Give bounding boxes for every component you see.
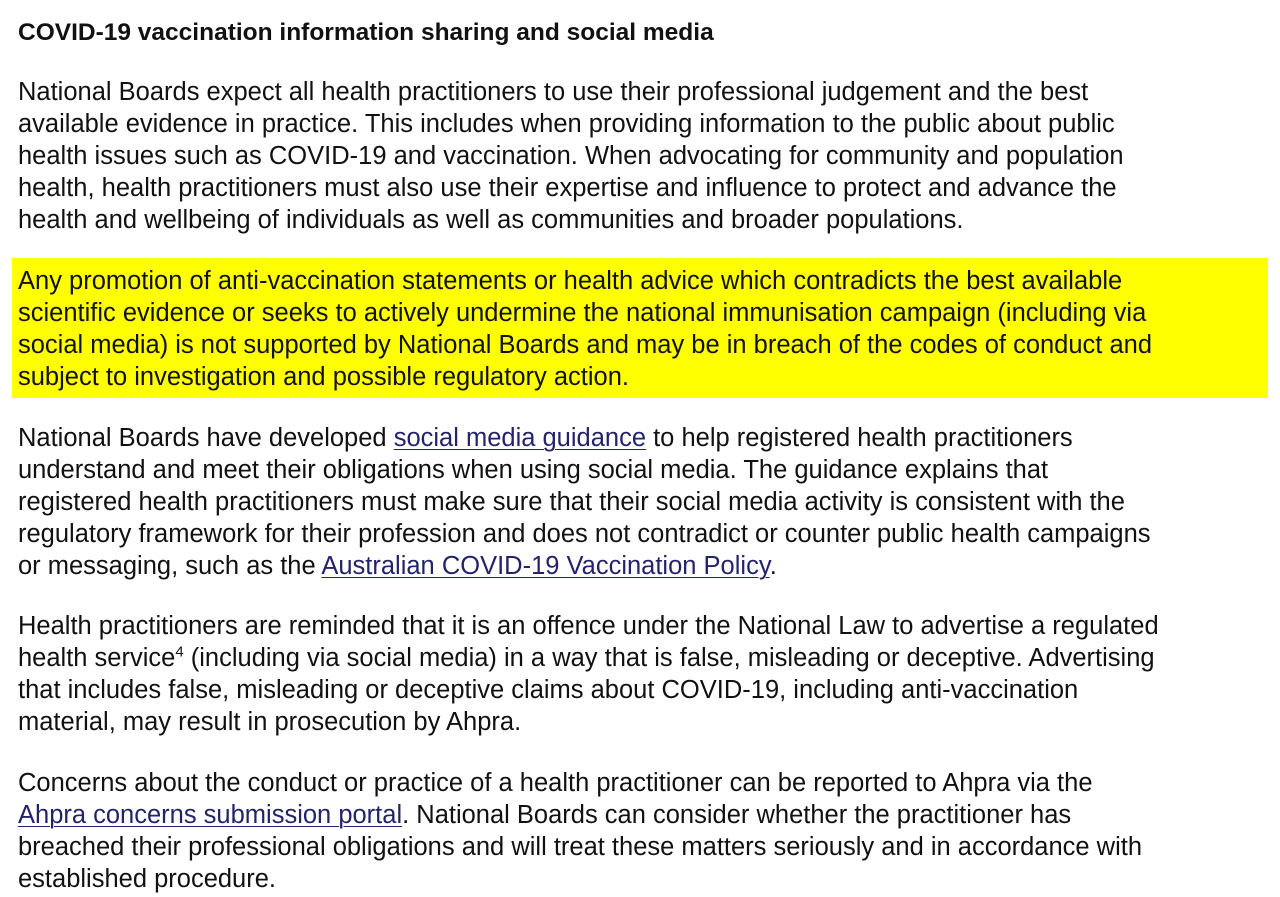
paragraph-social-media-guidance <box>18 422 1151 582</box>
text-line: health issues such as COVID-19 and vaccination. When advocating for community and population <box>18 142 1124 170</box>
page-title: COVID-19 vaccination information sharing and social media <box>18 19 714 46</box>
text-line: understand and meet their obligations when using social media. The guidance explains that <box>18 456 1049 484</box>
text-segment: or messaging, such as the <box>18 552 322 580</box>
text-segment: National Boards have developed <box>18 424 394 452</box>
text-line: material, may result in prosecution by Ahpra. <box>18 708 522 736</box>
text-line: available evidence in practice. This includes when providing information to the public about public <box>18 110 1115 138</box>
vaccination-policy-link[interactable]: Australian COVID-19 Vaccination Policy <box>321 552 770 580</box>
text-line: Concerns about the conduct or practice of a health practitioner can be reported to Ahpra via the <box>18 769 1093 797</box>
paragraph-concerns <box>18 767 1142 895</box>
text-segment: . National Boards can consider whether the practitioner has <box>402 801 1072 829</box>
text-line: breached their professional obligations and will treat these matters seriously and in accordance with <box>18 833 1143 861</box>
concerns-portal-link[interactable]: Ahpra concerns submission portal <box>18 801 403 829</box>
social-media-guidance-link[interactable]: social media guidance <box>393 424 647 452</box>
text-line: Health practitioners are reminded that it is an offence under the National Law to advertise a regulated <box>18 612 1159 640</box>
text-segment: (including via social media) in a way that is false, misleading or deceptive. Advertising <box>183 644 1155 672</box>
text-line <box>18 642 1159 674</box>
text-line: National Boards expect all health practitioners to use their professional judgement and the best <box>18 78 1089 106</box>
text-line <box>18 550 1151 582</box>
text-segment: to help registered health practitioners <box>646 424 1073 452</box>
text-line: scientific evidence or seeks to actively undermine the national immunisation campaign (including via <box>18 299 1147 327</box>
footnote-marker[interactable]: 4 <box>175 643 184 661</box>
text-line: that includes false, misleading or deceptive claims about COVID-19, including anti-vaccination <box>18 676 1079 704</box>
text-line: health, health practitioners must also use their expertise and influence to protect and advance the <box>18 174 1117 202</box>
text-line: social media) is not supported by National Boards and may be in breach of the codes of conduct and <box>18 331 1153 359</box>
text-line: established procedure. <box>18 865 277 893</box>
text-line: regulatory framework for their profession and does not contradict or counter public health campaigns <box>18 520 1151 548</box>
paragraph-highlighted-warning <box>18 265 1152 393</box>
text-line: subject to investigation and possible regulatory action. <box>18 363 629 391</box>
text-line: registered health practitioners must make sure that their social media activity is consistent with the <box>18 488 1125 516</box>
text-segment: health service <box>18 644 176 672</box>
paragraph-advertising-offence <box>18 610 1159 738</box>
text-line: Any promotion of anti-vaccination statements or health advice which contradicts the best available <box>18 267 1123 295</box>
paragraph-expectations <box>18 76 1124 236</box>
text-segment: . <box>769 552 777 580</box>
text-line <box>18 799 1142 831</box>
text-line: health and wellbeing of individuals as well as communities and broader populations. <box>18 206 964 234</box>
text-line <box>18 422 1151 454</box>
